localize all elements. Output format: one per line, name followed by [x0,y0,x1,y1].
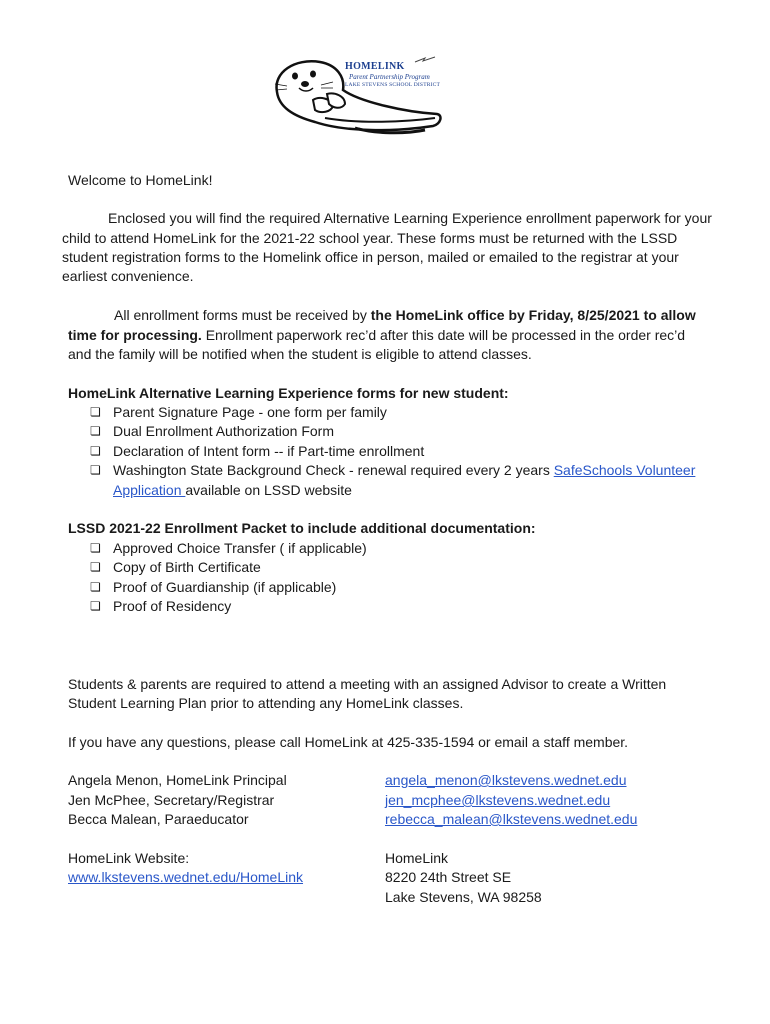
questions-text: If you have any questions, please call HomeLink at 425-335-1594 or email a staff member. [68,734,629,750]
checkbox-bullet-icon: ❏ [90,580,101,594]
intro-line: Enclosed you will find the required Alternative Learning Experience enrollment paperwork for your [108,210,712,226]
checkbox-bullet-icon: ❏ [90,541,101,555]
address-name: HomeLink [385,850,449,866]
deadline-emphasis: time for processing. [68,327,202,343]
greeting: Welcome to HomeLink! [68,172,213,188]
meeting-line: Students & parents are required to attend a meeting with an assigned Advisor to create a Written [68,676,667,692]
list-item: Declaration of Intent form -- if Part-time enrollment [113,443,425,459]
staff-name: Jen McPhee, Secretary/Registrar [68,792,275,808]
checkbox-bullet-icon: ❏ [90,560,101,574]
safeschools-link[interactable]: SafeSchools Volunteer [553,462,696,478]
logo-district: LAKE STEVENS SCHOOL DISTRICT [345,82,441,88]
list-item: Proof of Guardianship (if applicable) [113,579,337,595]
checkbox-bullet-icon: ❏ [90,463,101,477]
safeschools-link-continued[interactable]: Application [113,482,186,498]
deadline-emphasis: the HomeLink office by Friday, 8/25/2021 to allow [370,307,696,323]
lssd-packet-heading: LSSD 2021-22 Enrollment Packet to include additional documentation: [68,520,536,536]
intro-line: student registration forms to the Homelink office in person, mailed or emailed to the registrar at your [62,249,679,265]
homelink-logo [265,52,450,140]
staff-email-link[interactable]: rebecca_malean@lkstevens.wednet.edu [385,811,638,827]
deadline-line-2 [68,326,685,344]
staff-name: Angela Menon, HomeLink Principal [68,772,287,788]
list-item: Copy of Birth Certificate [113,559,261,575]
checkbox-bullet-icon: ❏ [90,405,101,419]
address-city: Lake Stevens, WA 98258 [385,889,542,905]
list-item [113,461,695,479]
list-item-text: Washington State Background Check - renewal required every 2 years [113,462,554,478]
address-street: 8220 24th Street SE [385,869,512,885]
deadline-text: Enrollment paperwork rec’d after this date will be processed in the order rec’d [201,327,686,343]
checkbox-bullet-icon: ❏ [90,424,101,438]
logo-title: HOMELINK [345,61,405,72]
deadline-text: All enrollment forms must be received by [114,307,371,323]
intro-line: child to attend HomeLink for the 2021-22 school year. These forms must be returned with the LSSD [62,230,678,246]
checkbox-bullet-icon: ❏ [90,444,101,458]
list-item-continuation [113,481,352,499]
deadline-line-1 [114,306,696,324]
website-link[interactable]: www.lkstevens.wednet.edu/HomeLink [68,869,304,885]
deadline-line-3: and the family will be notified when the student is eligible to attend classes. [68,346,532,362]
staff-email-link[interactable]: angela_menon@lkstevens.wednet.edu [385,772,627,788]
logo-subtitle: Parent Partnership Program [349,73,430,81]
new-student-forms-heading: HomeLink Alternative Learning Experience forms for new student: [68,385,509,401]
staff-email-link[interactable]: jen_mcphee@lkstevens.wednet.edu [385,792,611,808]
list-item: Dual Enrollment Authorization Form [113,423,334,439]
checkbox-bullet-icon: ❏ [90,599,101,613]
list-item-text: available on LSSD website [185,482,352,498]
list-item: Proof of Residency [113,598,232,614]
list-item: Approved Choice Transfer ( if applicable) [113,540,367,556]
intro-line: earliest convenience. [62,268,194,284]
list-item: Parent Signature Page - one form per family [113,404,387,420]
staff-name: Becca Malean, Paraeducator [68,811,249,827]
website-label: HomeLink Website: [68,850,190,866]
meeting-line: Student Learning Plan prior to attending any HomeLink classes. [68,695,464,711]
